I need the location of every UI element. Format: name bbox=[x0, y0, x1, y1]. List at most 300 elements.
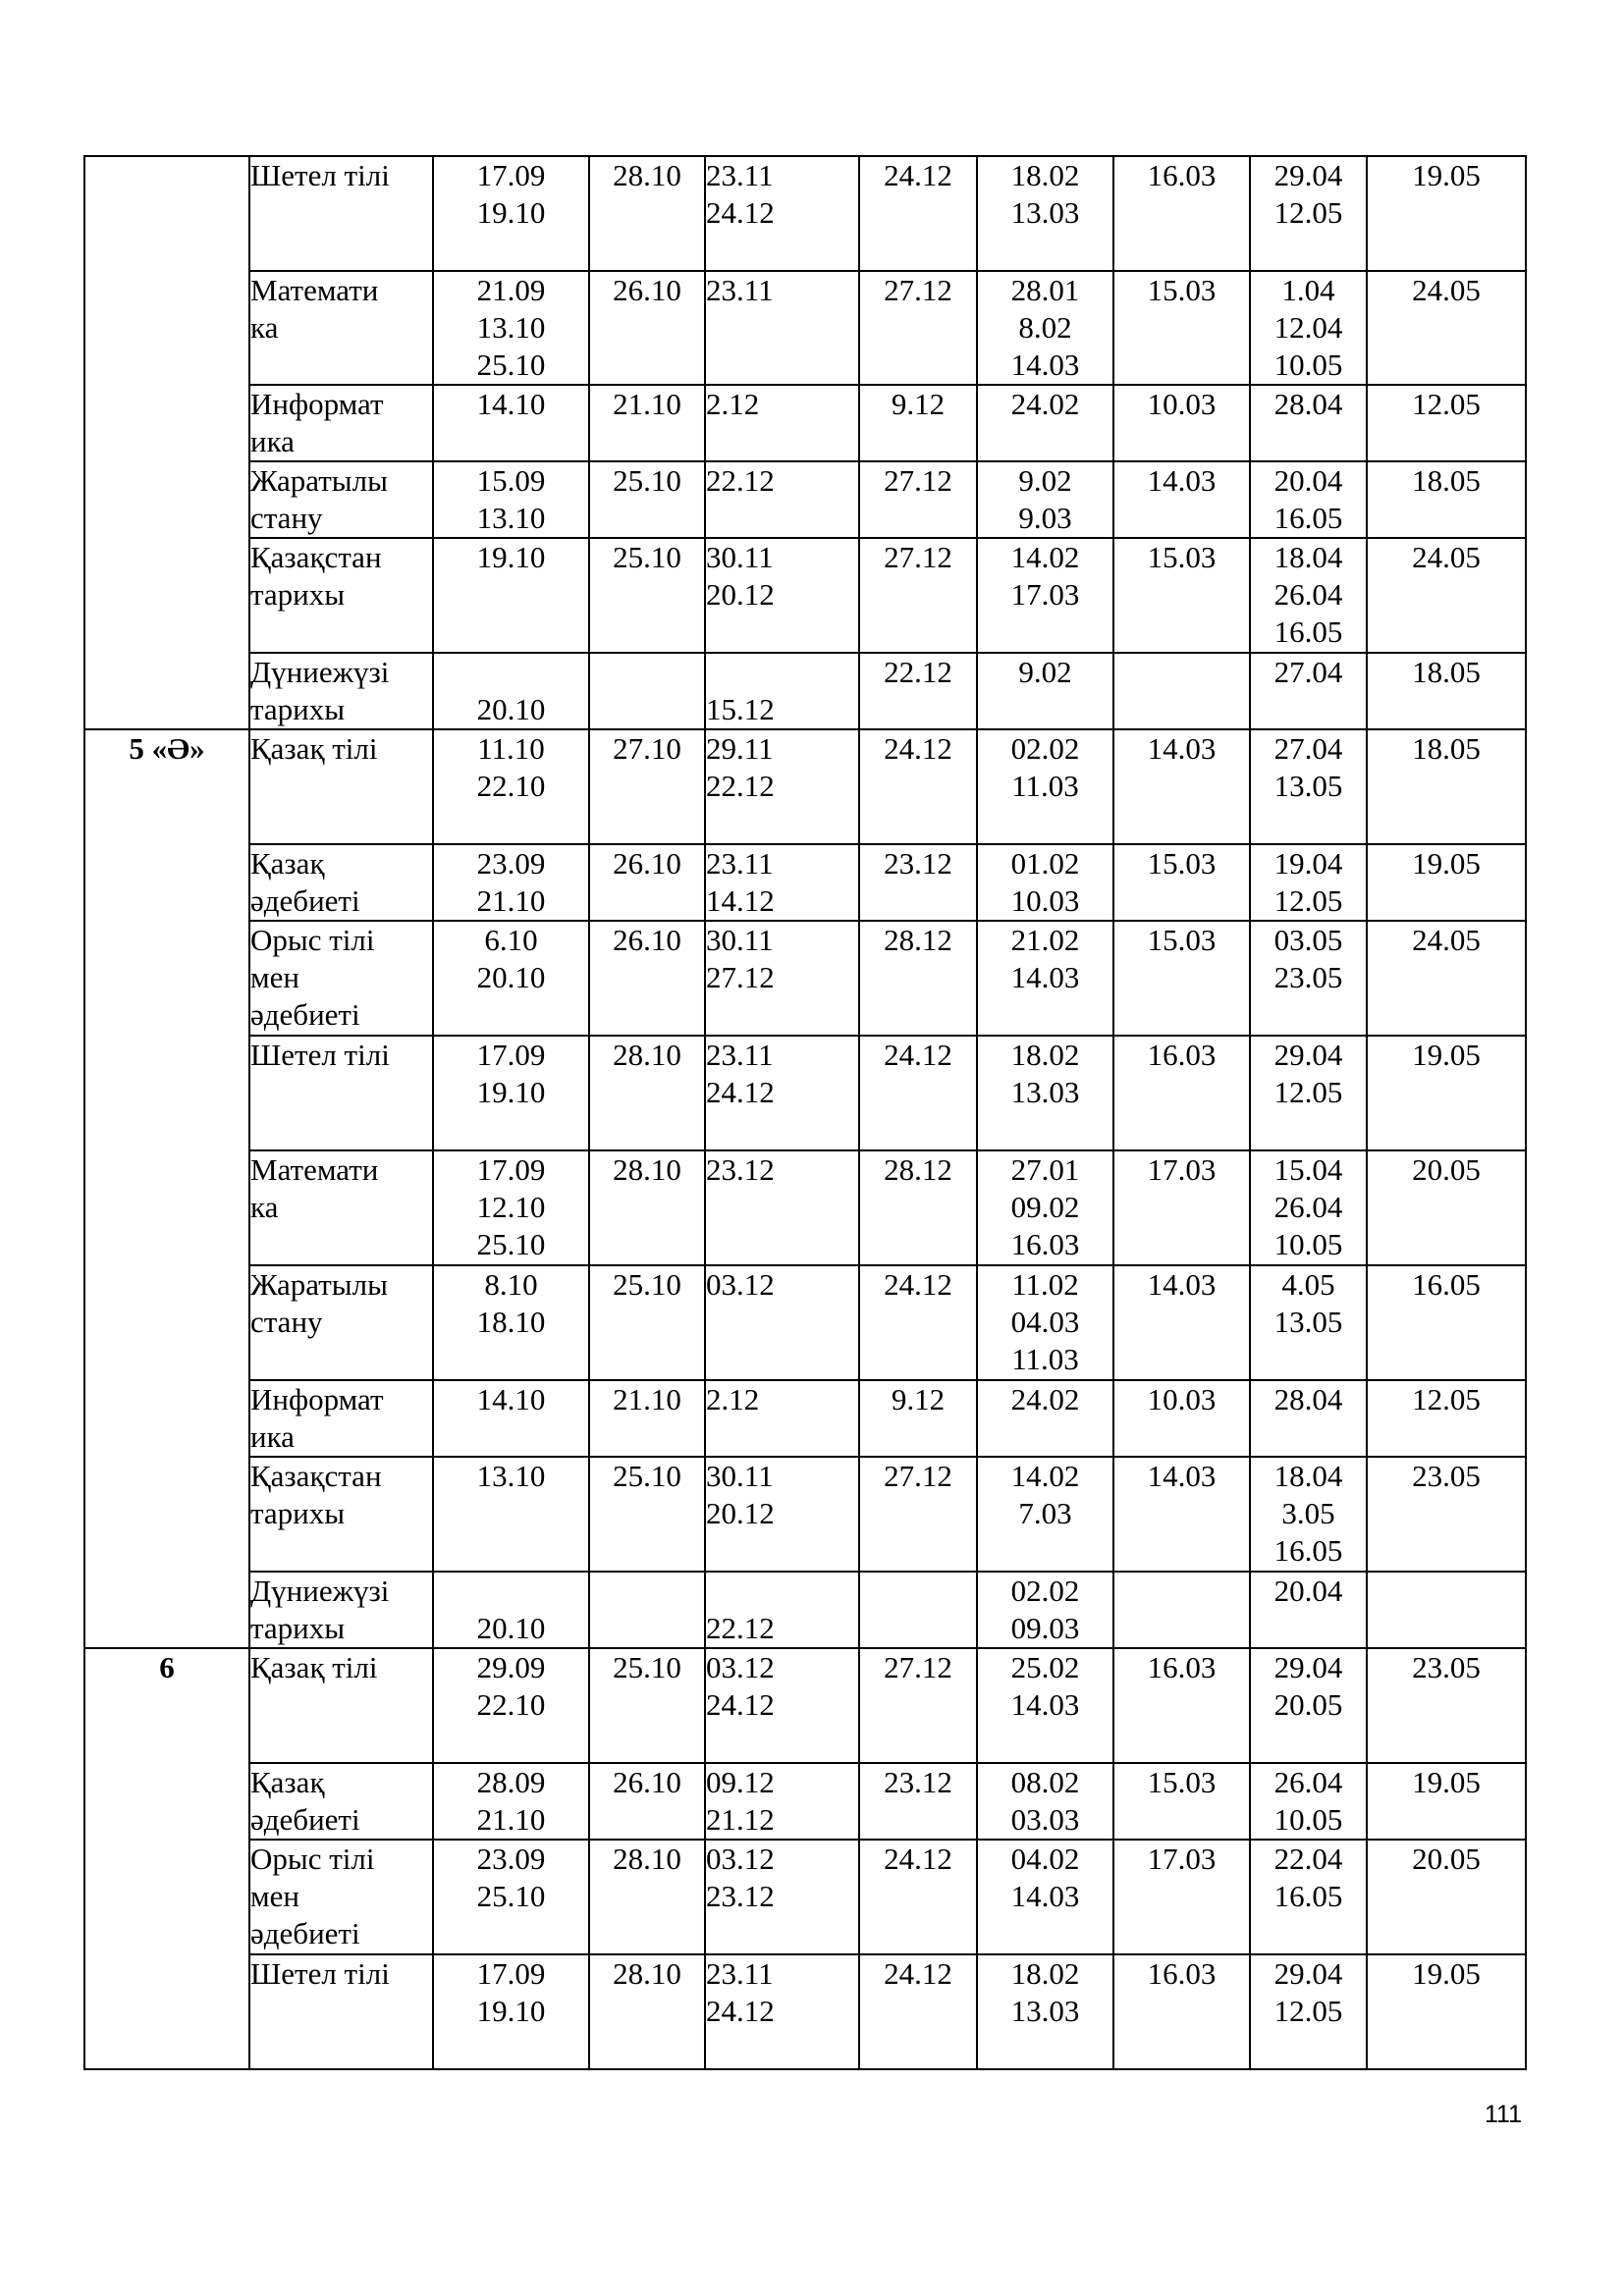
table-row bbox=[84, 1763, 1526, 1840]
date-value: 27.10 bbox=[613, 731, 681, 766]
date-value: 10.05 bbox=[1273, 1227, 1343, 1261]
date-value: 27.12 bbox=[884, 1459, 952, 1493]
date-value: 18.02 bbox=[1010, 158, 1080, 192]
date-cell bbox=[1250, 385, 1367, 461]
date-value: 22.12 bbox=[706, 769, 775, 803]
date-cell bbox=[1113, 653, 1250, 729]
date-value: 27.12 bbox=[706, 960, 775, 994]
date-value: 15.03 bbox=[1147, 1765, 1217, 1799]
date-cell bbox=[1250, 461, 1367, 538]
date-cell bbox=[859, 1380, 977, 1457]
date-cell bbox=[859, 271, 977, 385]
date-value: 28.12 bbox=[884, 923, 952, 957]
date-value: 6.10 bbox=[484, 923, 538, 957]
date-value: 12.05 bbox=[1412, 1382, 1481, 1416]
subject-line: ка bbox=[250, 1190, 279, 1224]
date-value: 15.03 bbox=[1147, 273, 1217, 307]
date-value: 18.02 bbox=[1010, 1038, 1080, 1072]
subject-line: Қазақстан bbox=[250, 1459, 382, 1493]
date-cell bbox=[859, 1840, 977, 1954]
date-cell bbox=[1113, 1036, 1250, 1150]
date-value: 26.10 bbox=[613, 923, 681, 957]
date-value: 09.03 bbox=[1010, 1611, 1080, 1645]
subject-cell bbox=[249, 538, 433, 653]
subject-cell bbox=[249, 1380, 433, 1457]
date-cell bbox=[589, 729, 705, 844]
date-cell bbox=[977, 1954, 1113, 2069]
date-value: 25.10 bbox=[613, 540, 681, 574]
date-value: 20.05 bbox=[1412, 1842, 1481, 1876]
date-value: 21.10 bbox=[613, 1382, 681, 1416]
date-cell bbox=[589, 385, 705, 461]
date-value: 17.03 bbox=[1147, 1152, 1217, 1187]
date-cell bbox=[1250, 1150, 1367, 1265]
date-value: 26.04 bbox=[1273, 1765, 1343, 1799]
subject-line: әдебиеті bbox=[250, 1916, 360, 1950]
date-value: 28.09 bbox=[476, 1765, 546, 1799]
date-cell bbox=[1367, 844, 1526, 921]
subject-line: Жаратылы bbox=[250, 1267, 388, 1302]
date-value: 19.05 bbox=[1412, 846, 1481, 881]
date-cell bbox=[589, 1380, 705, 1457]
table-row bbox=[84, 385, 1526, 461]
date-cell bbox=[1367, 271, 1526, 385]
date-value: 7.03 bbox=[1018, 1496, 1072, 1530]
date-value: 09.02 bbox=[1010, 1190, 1080, 1224]
date-value: 23.12 bbox=[706, 1152, 775, 1187]
date-cell bbox=[977, 1763, 1113, 1840]
date-value: 11.03 bbox=[1011, 769, 1079, 803]
date-value: 13.10 bbox=[476, 501, 546, 535]
date-cell bbox=[977, 844, 1113, 921]
date-value: 16.05 bbox=[1273, 1879, 1343, 1913]
date-value: 10.03 bbox=[1147, 1382, 1217, 1416]
table-row bbox=[84, 538, 1526, 653]
date-value: 24.12 bbox=[706, 1994, 775, 2028]
date-value: 25.10 bbox=[613, 1650, 681, 1684]
date-value: 13.10 bbox=[476, 1459, 546, 1493]
subject-line: әдебиеті bbox=[250, 883, 360, 918]
date-cell bbox=[589, 538, 705, 653]
date-value: 27.12 bbox=[884, 463, 952, 498]
date-value: 20.05 bbox=[1412, 1152, 1481, 1187]
date-value: 13.10 bbox=[476, 310, 546, 345]
date-value: 19.05 bbox=[1412, 1956, 1481, 1991]
date-cell bbox=[859, 921, 977, 1036]
date-value: 24.02 bbox=[1010, 387, 1080, 421]
date-value: 11.03 bbox=[1011, 1342, 1079, 1376]
date-value: 27.12 bbox=[884, 1650, 952, 1684]
date-cell bbox=[1113, 921, 1250, 1036]
date-cell bbox=[433, 461, 589, 538]
date-cell bbox=[705, 1840, 859, 1954]
date-cell bbox=[859, 1036, 977, 1150]
date-cell bbox=[589, 156, 705, 271]
date-value: 18.05 bbox=[1412, 463, 1481, 498]
table-row bbox=[84, 1457, 1526, 1572]
table-row bbox=[84, 271, 1526, 385]
date-cell bbox=[433, 1840, 589, 1954]
date-value: 24.05 bbox=[1412, 923, 1481, 957]
date-value: 16.03 bbox=[1147, 1956, 1217, 1991]
date-cell bbox=[1367, 921, 1526, 1036]
date-value: 9.12 bbox=[891, 1382, 946, 1416]
date-value: 11.02 bbox=[1011, 1267, 1079, 1302]
date-cell bbox=[705, 538, 859, 653]
class-label: 6 bbox=[159, 1650, 175, 1684]
date-cell bbox=[1367, 1457, 1526, 1572]
date-value: 22.12 bbox=[706, 1611, 775, 1645]
date-cell bbox=[977, 1036, 1113, 1150]
date-value: 18.04 bbox=[1273, 540, 1343, 574]
date-cell bbox=[1367, 461, 1526, 538]
date-value: 1.04 bbox=[1281, 273, 1335, 307]
date-cell bbox=[859, 729, 977, 844]
date-cell bbox=[1250, 1954, 1367, 2069]
date-cell bbox=[433, 1036, 589, 1150]
subject-line: ика bbox=[250, 1419, 295, 1454]
date-value: 23.12 bbox=[884, 846, 952, 881]
subject-line: Дүниежүзі bbox=[250, 1574, 390, 1608]
date-value: 19.10 bbox=[476, 1994, 546, 2028]
date-cell bbox=[977, 1648, 1113, 1763]
date-cell bbox=[433, 385, 589, 461]
date-value: 03.12 bbox=[706, 1842, 775, 1876]
date-value: 19.05 bbox=[1412, 1765, 1481, 1799]
date-value: 24.12 bbox=[884, 1038, 952, 1072]
date-cell bbox=[977, 729, 1113, 844]
date-value: 21.10 bbox=[476, 883, 546, 918]
table-row bbox=[84, 1150, 1526, 1265]
date-value: 14.10 bbox=[476, 1382, 546, 1416]
date-cell bbox=[1367, 1265, 1526, 1380]
date-cell bbox=[977, 156, 1113, 271]
date-cell bbox=[859, 156, 977, 271]
date-cell bbox=[705, 271, 859, 385]
table-row bbox=[84, 1380, 1526, 1457]
date-value: 23.11 bbox=[706, 1038, 774, 1072]
date-value: 23.11 bbox=[706, 1956, 774, 1991]
date-cell bbox=[589, 1648, 705, 1763]
date-cell bbox=[1367, 729, 1526, 844]
date-value: 23.05 bbox=[1273, 960, 1343, 994]
date-cell bbox=[589, 1150, 705, 1265]
subject-line: Математи bbox=[250, 1152, 379, 1187]
date-value: 23.11 bbox=[706, 846, 774, 881]
table-row bbox=[84, 1572, 1526, 1648]
date-cell bbox=[705, 1036, 859, 1150]
class-label: 5 «Ә» bbox=[129, 731, 205, 766]
date-value: 28.10 bbox=[613, 1956, 681, 1991]
date-value: 21.02 bbox=[1010, 923, 1080, 957]
date-value: 09.12 bbox=[706, 1765, 775, 1799]
date-cell bbox=[433, 1380, 589, 1457]
date-value: 25.10 bbox=[476, 1227, 546, 1261]
date-cell bbox=[859, 1150, 977, 1265]
date-cell bbox=[589, 653, 705, 729]
table-row bbox=[84, 653, 1526, 729]
date-cell bbox=[1250, 1648, 1367, 1763]
date-value: 19.10 bbox=[476, 1075, 546, 1109]
date-value: 14.03 bbox=[1147, 1459, 1217, 1493]
date-cell bbox=[589, 1265, 705, 1380]
subject-line: ика bbox=[250, 424, 295, 458]
date-value: 03.12 bbox=[706, 1267, 775, 1302]
date-value: 17.09 bbox=[476, 1956, 546, 1991]
date-value: 28.12 bbox=[884, 1152, 952, 1187]
subject-line: тарихы bbox=[250, 577, 346, 612]
date-cell bbox=[1113, 729, 1250, 844]
date-cell bbox=[433, 1572, 589, 1648]
date-value: 28.04 bbox=[1273, 1382, 1343, 1416]
date-cell bbox=[1113, 1840, 1250, 1954]
date-cell bbox=[1367, 1763, 1526, 1840]
subject-line: Шетел тілі bbox=[250, 158, 390, 192]
date-cell bbox=[859, 1648, 977, 1763]
date-cell bbox=[433, 271, 589, 385]
date-value: 15.03 bbox=[1147, 846, 1217, 881]
date-cell bbox=[1250, 538, 1367, 653]
date-cell bbox=[859, 538, 977, 653]
date-cell bbox=[1367, 1954, 1526, 2069]
date-value: 10.05 bbox=[1273, 1802, 1343, 1837]
date-value: 18.10 bbox=[476, 1305, 546, 1339]
date-cell bbox=[589, 1840, 705, 1954]
date-value: 26.10 bbox=[613, 846, 681, 881]
date-value: 20.04 bbox=[1273, 463, 1343, 498]
date-value: 14.03 bbox=[1010, 1879, 1080, 1913]
table-row bbox=[84, 1954, 1526, 2069]
date-value: 27.04 bbox=[1273, 731, 1343, 766]
date-cell bbox=[1113, 156, 1250, 271]
date-value: 24.12 bbox=[884, 731, 952, 766]
subject-line: Математи bbox=[250, 273, 379, 307]
subject-line: әдебиеті bbox=[250, 997, 360, 1032]
subject-cell bbox=[249, 921, 433, 1036]
date-value: 22.10 bbox=[476, 769, 546, 803]
date-cell bbox=[705, 844, 859, 921]
date-value: 9.12 bbox=[891, 387, 946, 421]
date-value: 19.10 bbox=[476, 195, 546, 230]
table-row bbox=[84, 1036, 1526, 1150]
date-cell bbox=[1250, 1572, 1367, 1648]
date-value: 9.02 bbox=[1018, 463, 1072, 498]
date-value: 14.02 bbox=[1010, 1459, 1080, 1493]
date-cell bbox=[433, 844, 589, 921]
assessment-schedule-table bbox=[83, 155, 1527, 2070]
subject-line: тарихы bbox=[250, 1496, 346, 1530]
date-value: 10.03 bbox=[1147, 387, 1217, 421]
date-cell bbox=[1250, 271, 1367, 385]
date-value: 30.11 bbox=[706, 1459, 774, 1493]
date-value: 25.10 bbox=[476, 1879, 546, 1913]
date-cell bbox=[589, 921, 705, 1036]
date-value: 26.10 bbox=[613, 1765, 681, 1799]
date-value: 20.04 bbox=[1273, 1574, 1343, 1608]
date-cell bbox=[977, 1457, 1113, 1572]
date-value: 26.04 bbox=[1273, 577, 1343, 612]
date-value: 24.12 bbox=[884, 158, 952, 192]
date-cell bbox=[1367, 1150, 1526, 1265]
subject-line: Қазақстан bbox=[250, 540, 382, 574]
subject-cell bbox=[249, 1840, 433, 1954]
class-cell bbox=[84, 729, 249, 1648]
date-value: 29.04 bbox=[1273, 1956, 1343, 1991]
date-cell bbox=[705, 729, 859, 844]
date-value: 17.09 bbox=[476, 158, 546, 192]
date-cell bbox=[1113, 1648, 1250, 1763]
table-row bbox=[84, 1648, 1526, 1763]
date-cell bbox=[705, 1150, 859, 1265]
date-cell bbox=[433, 1648, 589, 1763]
date-value: 27.01 bbox=[1010, 1152, 1080, 1187]
date-value bbox=[434, 1573, 588, 1610]
date-value: 21.10 bbox=[476, 1802, 546, 1837]
subject-cell bbox=[249, 156, 433, 271]
date-value: 24.05 bbox=[1412, 540, 1481, 574]
date-cell bbox=[859, 1265, 977, 1380]
subject-cell bbox=[249, 1572, 433, 1648]
date-value: 14.03 bbox=[1010, 960, 1080, 994]
date-cell bbox=[705, 1265, 859, 1380]
date-cell bbox=[977, 1572, 1113, 1648]
date-value: 15.03 bbox=[1147, 923, 1217, 957]
date-cell bbox=[433, 1954, 589, 2069]
subject-line: мен bbox=[250, 960, 299, 994]
subject-line: Жаратылы bbox=[250, 463, 388, 498]
date-value: 14.03 bbox=[1010, 1687, 1080, 1722]
date-cell bbox=[1250, 1265, 1367, 1380]
date-value: 25.02 bbox=[1010, 1650, 1080, 1684]
date-value: 14.10 bbox=[476, 387, 546, 421]
date-value: 22.12 bbox=[706, 463, 775, 498]
date-value: 13.05 bbox=[1273, 769, 1343, 803]
date-value: 23.11 bbox=[706, 273, 774, 307]
date-cell bbox=[433, 921, 589, 1036]
subject-line: Информат bbox=[250, 387, 384, 421]
date-cell bbox=[977, 921, 1113, 1036]
date-cell bbox=[977, 461, 1113, 538]
date-value: 21.09 bbox=[476, 273, 546, 307]
date-value: 15.03 bbox=[1147, 540, 1217, 574]
date-value: 27.04 bbox=[1273, 655, 1343, 689]
date-cell bbox=[433, 653, 589, 729]
date-cell bbox=[1250, 729, 1367, 844]
date-cell bbox=[859, 1763, 977, 1840]
date-cell bbox=[589, 844, 705, 921]
date-cell bbox=[1113, 1572, 1250, 1648]
date-cell bbox=[433, 1763, 589, 1840]
date-value: 24.12 bbox=[884, 1956, 952, 1991]
date-value: 28.10 bbox=[613, 1152, 681, 1187]
date-cell bbox=[433, 1150, 589, 1265]
date-cell bbox=[1113, 1380, 1250, 1457]
date-cell bbox=[1113, 1954, 1250, 2069]
date-cell bbox=[977, 1150, 1113, 1265]
date-value: 23.12 bbox=[706, 1879, 775, 1913]
date-value: 21.12 bbox=[706, 1802, 775, 1837]
subject-line: стану bbox=[250, 1305, 323, 1339]
date-cell bbox=[705, 1572, 859, 1648]
date-value: 16.03 bbox=[1147, 1038, 1217, 1072]
date-value: 16.05 bbox=[1273, 501, 1343, 535]
date-value: 26.10 bbox=[613, 273, 681, 307]
table-row bbox=[84, 729, 1526, 844]
date-value: 03.12 bbox=[706, 1650, 775, 1684]
date-value: 19.05 bbox=[1412, 158, 1481, 192]
date-cell bbox=[1250, 844, 1367, 921]
date-value: 9.03 bbox=[1018, 501, 1072, 535]
date-value: 10.05 bbox=[1273, 347, 1343, 382]
subject-cell bbox=[249, 271, 433, 385]
date-value: 16.03 bbox=[1010, 1227, 1080, 1261]
date-value: 04.03 bbox=[1010, 1305, 1080, 1339]
date-value: 25.10 bbox=[613, 1267, 681, 1302]
date-cell bbox=[1113, 1265, 1250, 1380]
date-value: 8.10 bbox=[484, 1267, 538, 1302]
date-value: 18.05 bbox=[1412, 731, 1481, 766]
date-cell bbox=[705, 1954, 859, 2069]
date-cell bbox=[859, 1572, 977, 1648]
date-value: 28.10 bbox=[613, 158, 681, 192]
date-cell bbox=[705, 1763, 859, 1840]
subject-cell bbox=[249, 1150, 433, 1265]
date-value: 24.12 bbox=[706, 1075, 775, 1109]
date-value: 03.05 bbox=[1273, 923, 1343, 957]
date-cell bbox=[1113, 538, 1250, 653]
date-cell bbox=[977, 653, 1113, 729]
date-cell bbox=[1250, 1380, 1367, 1457]
subject-line: мен bbox=[250, 1879, 299, 1913]
subject-line: Орыс тілі bbox=[250, 923, 375, 957]
date-value: 17.03 bbox=[1147, 1842, 1217, 1876]
date-value: 15.12 bbox=[706, 692, 775, 726]
date-value bbox=[706, 1573, 858, 1610]
subject-cell bbox=[249, 729, 433, 844]
subject-line: Қазақ тілі bbox=[250, 1650, 378, 1684]
date-value: 30.11 bbox=[706, 923, 774, 957]
date-cell bbox=[977, 1265, 1113, 1380]
date-value: 14.02 bbox=[1010, 540, 1080, 574]
date-cell bbox=[1250, 653, 1367, 729]
date-value: 20.12 bbox=[706, 1496, 775, 1530]
date-cell bbox=[705, 385, 859, 461]
date-value: 24.12 bbox=[884, 1842, 952, 1876]
date-value: 11.10 bbox=[477, 731, 545, 766]
date-value: 24.12 bbox=[706, 1687, 775, 1722]
subject-cell bbox=[249, 1036, 433, 1150]
subject-line: Қазақ bbox=[250, 1765, 325, 1799]
subject-line: Орыс тілі bbox=[250, 1842, 375, 1876]
subject-cell bbox=[249, 653, 433, 729]
date-value: 2.12 bbox=[706, 387, 760, 421]
date-value: 03.03 bbox=[1010, 1802, 1080, 1837]
subject-line: Қазақ тілі bbox=[250, 731, 378, 766]
date-value: 22.04 bbox=[1273, 1842, 1343, 1876]
date-value: 4.05 bbox=[1281, 1267, 1335, 1302]
date-value: 27.12 bbox=[884, 540, 952, 574]
date-cell bbox=[705, 653, 859, 729]
date-value: 12.05 bbox=[1273, 883, 1343, 918]
date-cell bbox=[977, 271, 1113, 385]
date-value: 22.10 bbox=[476, 1687, 546, 1722]
subject-cell bbox=[249, 1954, 433, 2069]
date-value: 23.09 bbox=[476, 1842, 546, 1876]
date-value: 29.04 bbox=[1273, 1038, 1343, 1072]
date-cell bbox=[1367, 538, 1526, 653]
date-cell bbox=[589, 1572, 705, 1648]
date-cell bbox=[859, 385, 977, 461]
